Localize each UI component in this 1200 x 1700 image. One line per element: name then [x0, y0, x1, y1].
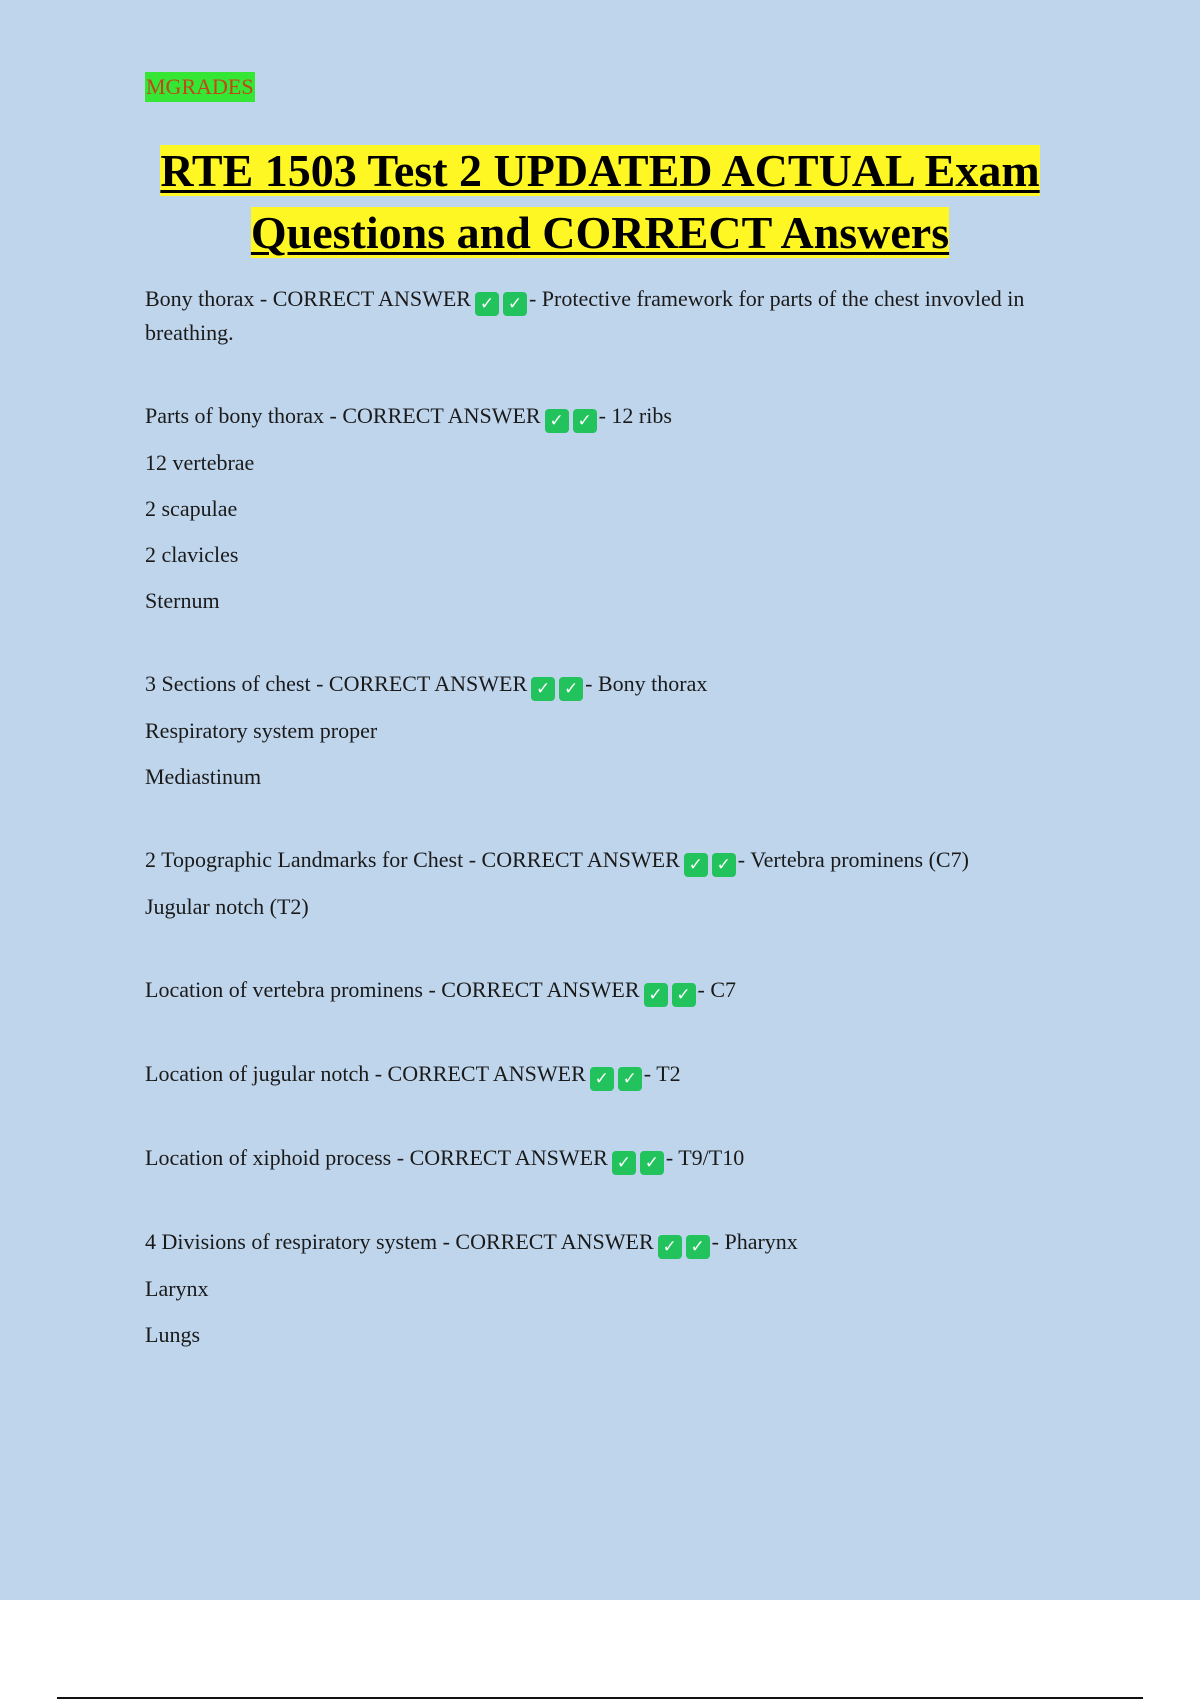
- check-box-icon: ✓: [686, 1235, 710, 1259]
- question-text: Location of vertebra prominens -: [145, 977, 442, 1002]
- qa-item: [145, 667, 1075, 793]
- answer-line: Jugular notch (T2): [145, 894, 309, 919]
- correct-answer-marker: CORRECT ANSWER: [387, 1061, 586, 1086]
- qa-item: [145, 399, 1075, 617]
- answer-line: Sternum: [145, 588, 220, 613]
- question-text: 2 Topographic Landmarks for Chest -: [145, 847, 482, 872]
- answer-line: 12 vertebrae: [145, 450, 255, 475]
- answer-text: - Protective framework for parts of the chest invovled in breathing.: [145, 286, 1025, 345]
- answer-line: 2 clavicles: [145, 542, 239, 567]
- answer-line: Lungs: [145, 1322, 200, 1347]
- check-box-icon: ✓: [684, 853, 708, 877]
- footer-divider: [57, 1697, 1143, 1699]
- answer-text: - Bony thorax: [585, 671, 708, 696]
- check-box-icon: ✓: [573, 409, 597, 433]
- check-box-icon: ✓: [672, 983, 696, 1007]
- qa-item: [145, 1141, 1075, 1175]
- answer-text: - T9/T10: [665, 1145, 745, 1170]
- qa-item: [145, 282, 1075, 349]
- qa-item: [145, 1057, 1075, 1091]
- check-box-icon: ✓: [618, 1067, 642, 1091]
- answer-line: Larynx: [145, 1276, 209, 1301]
- answer-line: Respiratory system proper: [145, 718, 378, 743]
- question-line: [145, 667, 1075, 701]
- correct-answer-marker: CORRECT ANSWER: [342, 403, 541, 428]
- question-line: [145, 1141, 1075, 1175]
- answer-text: - Pharynx: [711, 1229, 798, 1254]
- question-text: 4 Divisions of respiratory system -: [145, 1229, 456, 1254]
- qa-item: [145, 973, 1075, 1007]
- answer-text: - 12 ribs: [598, 403, 672, 428]
- correct-answer-marker: CORRECT ANSWER: [409, 1145, 608, 1170]
- check-box-icon: ✓: [531, 677, 555, 701]
- correct-answer-marker: CORRECT ANSWER: [481, 847, 680, 872]
- brand-label: MGRADES: [145, 72, 255, 102]
- check-box-icon: ✓: [644, 983, 668, 1007]
- check-box-icon: ✓: [503, 292, 527, 316]
- qa-item: [145, 1225, 1075, 1351]
- question-line: [145, 399, 1075, 433]
- document-title: [130, 140, 1070, 264]
- check-box-icon: ✓: [640, 1151, 664, 1175]
- question-text: Bony thorax -: [145, 286, 273, 311]
- check-box-icon: ✓: [559, 677, 583, 701]
- check-box-icon: ✓: [612, 1151, 636, 1175]
- question-text: Location of xiphoid process -: [145, 1145, 410, 1170]
- question-line: [145, 1057, 1075, 1091]
- correct-answer-marker: CORRECT ANSWER: [441, 977, 640, 1002]
- answer-line: Mediastinum: [145, 764, 262, 789]
- question-text: Location of jugular notch -: [145, 1061, 388, 1086]
- check-box-icon: ✓: [712, 853, 736, 877]
- question-line: [145, 282, 1075, 349]
- correct-answer-marker: CORRECT ANSWER: [455, 1229, 654, 1254]
- qa-item: [145, 843, 1075, 923]
- answer-text: - Vertebra prominens (C7): [737, 847, 969, 872]
- check-box-icon: ✓: [475, 292, 499, 316]
- correct-answer-marker: CORRECT ANSWER: [272, 286, 471, 311]
- question-line: [145, 973, 1075, 1007]
- document-title-text: RTE 1503 Test 2 UPDATED ACTUAL Exam Questions and CORRECT Answers: [160, 145, 1040, 258]
- answer-text: - T2: [643, 1061, 681, 1086]
- qa-list: [145, 282, 1075, 1351]
- check-box-icon: ✓: [590, 1067, 614, 1091]
- question-line: [145, 1225, 1075, 1259]
- check-box-icon: ✓: [545, 409, 569, 433]
- question-line: [145, 843, 1075, 877]
- question-text: 3 Sections of chest -: [145, 671, 329, 696]
- answer-line: 2 scapulae: [145, 496, 238, 521]
- question-text: Parts of bony thorax -: [145, 403, 343, 428]
- correct-answer-marker: CORRECT ANSWER: [328, 671, 528, 696]
- answer-text: - C7: [697, 977, 737, 1002]
- check-box-icon: ✓: [658, 1235, 682, 1259]
